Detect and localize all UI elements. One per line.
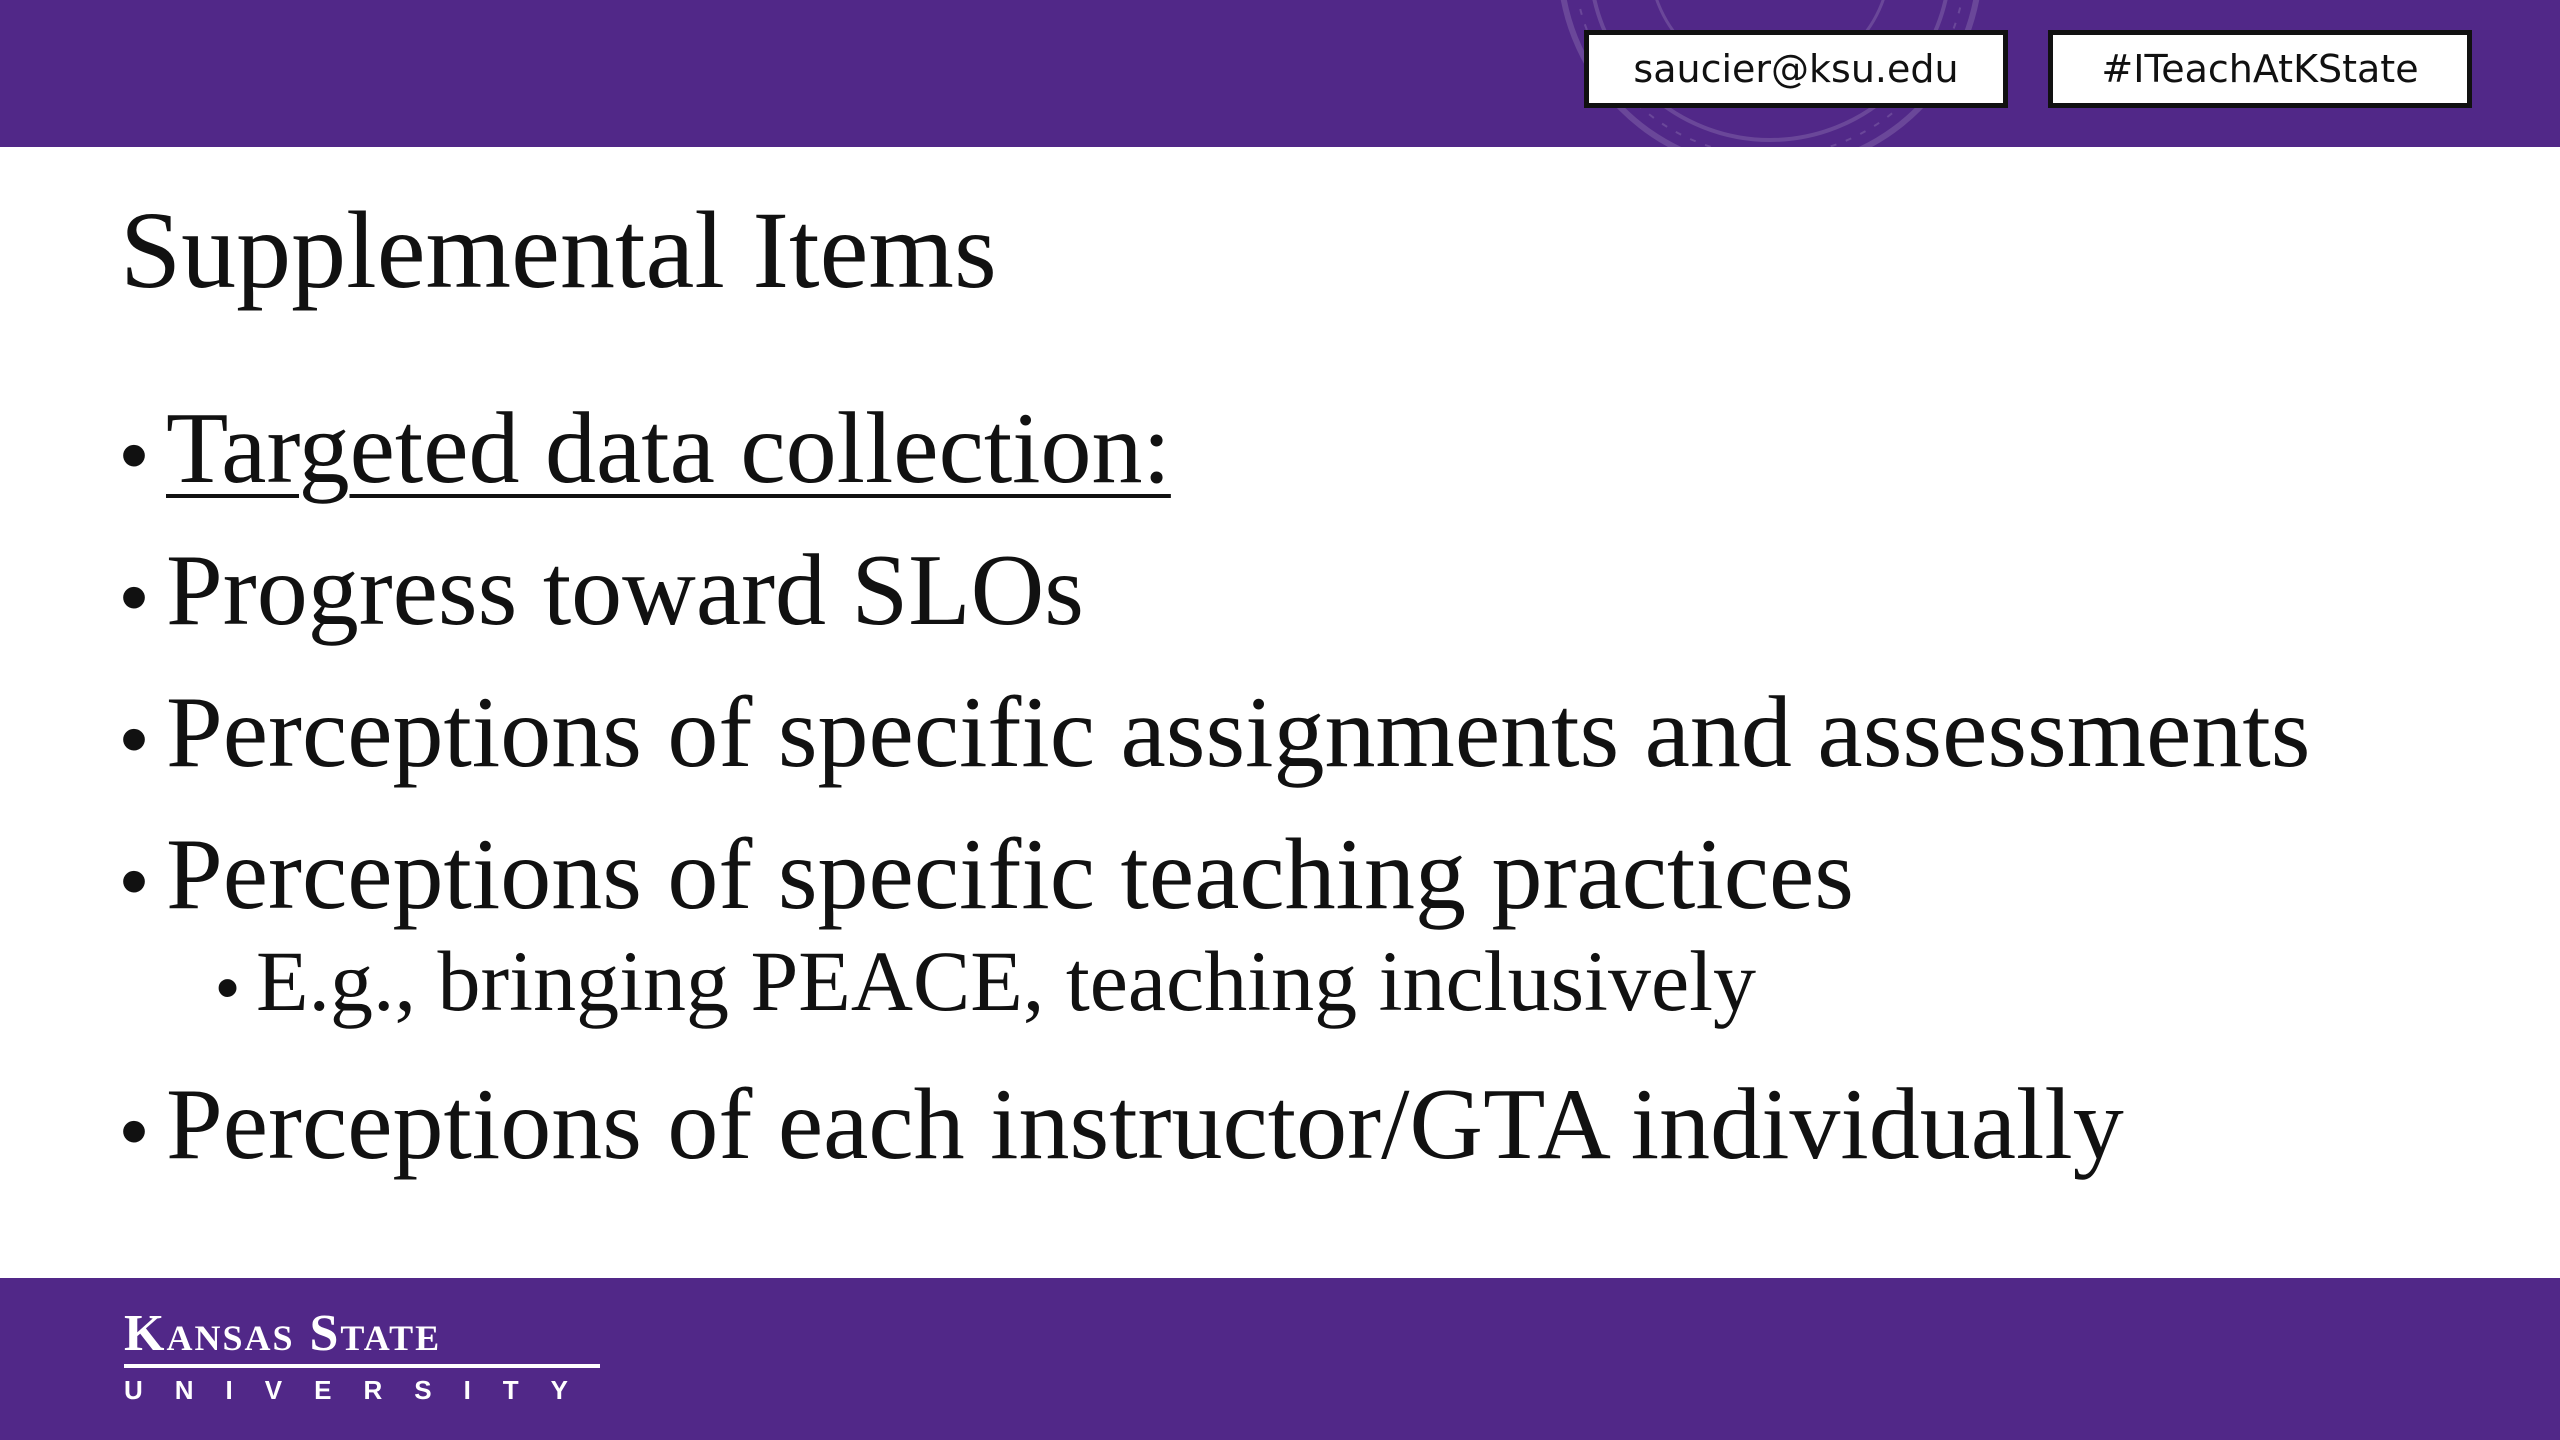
bullet-text: Perceptions of each instructor/GTA individually (166, 1068, 2124, 1181)
bullet-item (120, 520, 2310, 662)
footer-band (0, 1278, 2560, 1440)
bullet-text: Progress toward SLOs (166, 534, 1084, 647)
bullet-item (120, 662, 2310, 804)
bullet-text: Perceptions of specific teaching practices (166, 818, 1854, 931)
bullet-list (120, 378, 2310, 1196)
bullet-item (120, 1054, 2310, 1196)
slide-title: Supplemental Items (120, 189, 997, 311)
header-band (0, 0, 2560, 147)
email-tag: saucier@ksu.edu (1584, 30, 2008, 108)
sub-bullet-text: E.g., bringing PEACE, teaching inclusively (256, 933, 1757, 1029)
bullet-icon: • (120, 552, 149, 641)
hashtag-tag: #ITeachAtKState (2048, 30, 2472, 108)
sub-bullet-item (120, 928, 2310, 1046)
bullet-icon: • (120, 836, 149, 925)
bullet-icon: • (216, 950, 240, 1024)
bullet-icon: • (120, 1086, 149, 1175)
logo-wordmark: Kansas State (124, 1306, 600, 1368)
bullet-text: Targeted data collection: (166, 392, 1171, 505)
bullet-item (120, 378, 2310, 520)
bullet-text: Perceptions of specific assignments and assessments (166, 676, 2311, 789)
bullet-icon: • (120, 410, 149, 499)
bullet-item (120, 804, 2310, 946)
kansas-state-logo (124, 1306, 600, 1410)
logo-subtext: UNIVERSITY (124, 1375, 601, 1405)
bullet-icon: • (120, 694, 149, 783)
